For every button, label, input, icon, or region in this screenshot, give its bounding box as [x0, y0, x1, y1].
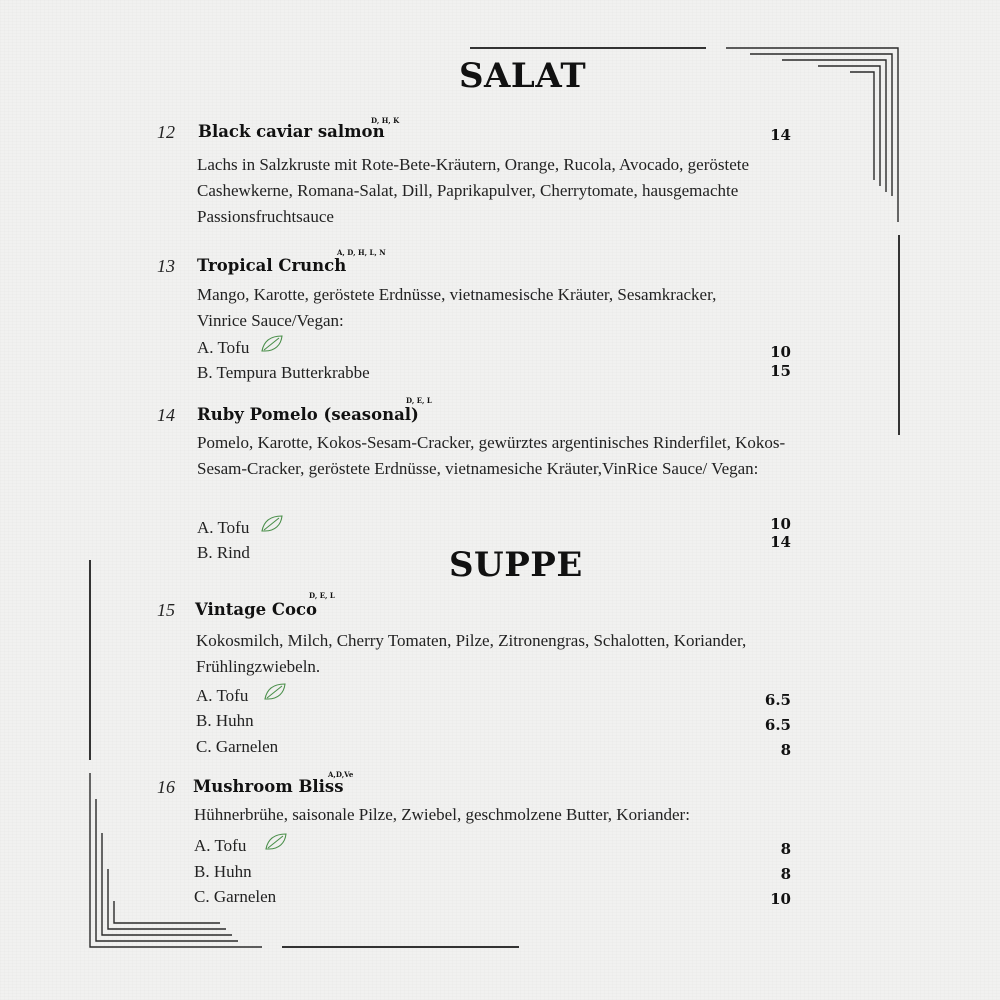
leaf-icon	[260, 514, 284, 534]
option-label: B. Huhn	[196, 711, 254, 730]
leaf-icon	[260, 334, 284, 354]
bottom-divider	[282, 946, 519, 948]
dish-name: Mushroom Bliss	[193, 777, 344, 796]
item-number: 16	[157, 777, 175, 797]
left-border-line	[89, 560, 91, 760]
dish-description: Hühnerbrühe, saisonale Pilze, Zwiebel, geschmolzene Butter, Koriander:	[194, 805, 690, 824]
leaf-icon	[264, 832, 288, 852]
dish-description: Lachs in Salzkruste mit Rote-Bete-Kräutern, Orange, Rucola, Avocado, geröstete Cashewkerne, Romana-Salat, Dill, Paprikapulver, Cherrytomate, hausgemachte Passionsfruchtsauce	[197, 155, 750, 226]
dish-name: Tropical Crunch	[197, 256, 347, 275]
dish-name: Ruby Pomelo (seasonal)	[197, 405, 419, 424]
price: 14	[770, 126, 791, 144]
option-price: 8	[780, 865, 791, 883]
option-price: 6.5	[764, 716, 791, 734]
option-price: 10	[770, 343, 791, 361]
option-price: 10	[770, 515, 791, 533]
allergen-codes: D, E, L	[309, 591, 335, 600]
option-price: 10	[770, 890, 791, 908]
allergen-codes: A,D,Ve	[328, 770, 354, 779]
option-label: C. Garnelen	[194, 887, 277, 906]
item-number: 14	[157, 405, 175, 425]
option-label: A. Tofu	[194, 836, 247, 855]
option-label: B. Huhn	[194, 862, 252, 881]
allergen-codes: A, D, H, L, N	[337, 248, 386, 257]
dish-description: Kokosmilch, Milch, Cherry Tomaten, Pilze, Zitronengras, Schalotten, Koriander, Frühlingzwiebeln.	[196, 631, 747, 676]
option-label: C. Garnelen	[196, 737, 279, 756]
dish-name: Black caviar salmon	[198, 122, 385, 141]
right-border-line	[898, 235, 900, 435]
item-number: 13	[157, 256, 175, 276]
option-label: A. Tofu	[197, 518, 250, 537]
option-price: 15	[770, 362, 791, 380]
dish-name: Vintage Coco	[195, 600, 318, 619]
dish-description: Pomelo, Karotte, Kokos-Sesam-Cracker, gewürztes argentinisches Rinderfilet, Kokos-Sesam-Cracker, geröstete Erdnüsse, vietnamesiche Kräuter,VinRice Sauce/ Vegan:	[197, 433, 786, 478]
item-number: 15	[157, 600, 175, 620]
option-label: A. Tofu	[196, 686, 249, 705]
section-title-suppe: SUPPE	[449, 545, 583, 585]
allergen-codes: D, H, K	[371, 116, 400, 125]
top-divider	[470, 47, 706, 49]
option-label: B. Rind	[197, 543, 250, 562]
dish-description: Mango, Karotte, geröstete Erdnüsse, vietnamesische Kräuter, Sesamkracker, Vinrice Sauce/Vegan:	[197, 285, 717, 330]
option-label: A. Tofu	[197, 338, 250, 357]
option-price: 8	[780, 741, 791, 759]
option-price: 14	[770, 533, 791, 551]
allergen-codes: D, E, L	[406, 396, 432, 405]
item-number: 12	[157, 122, 175, 142]
option-price: 8	[780, 840, 791, 858]
leaf-icon	[263, 682, 287, 702]
option-price: 6.5	[764, 691, 791, 709]
section-title-salat: SALAT	[459, 56, 587, 96]
option-label: B. Tempura Butterkrabbe	[197, 363, 370, 382]
